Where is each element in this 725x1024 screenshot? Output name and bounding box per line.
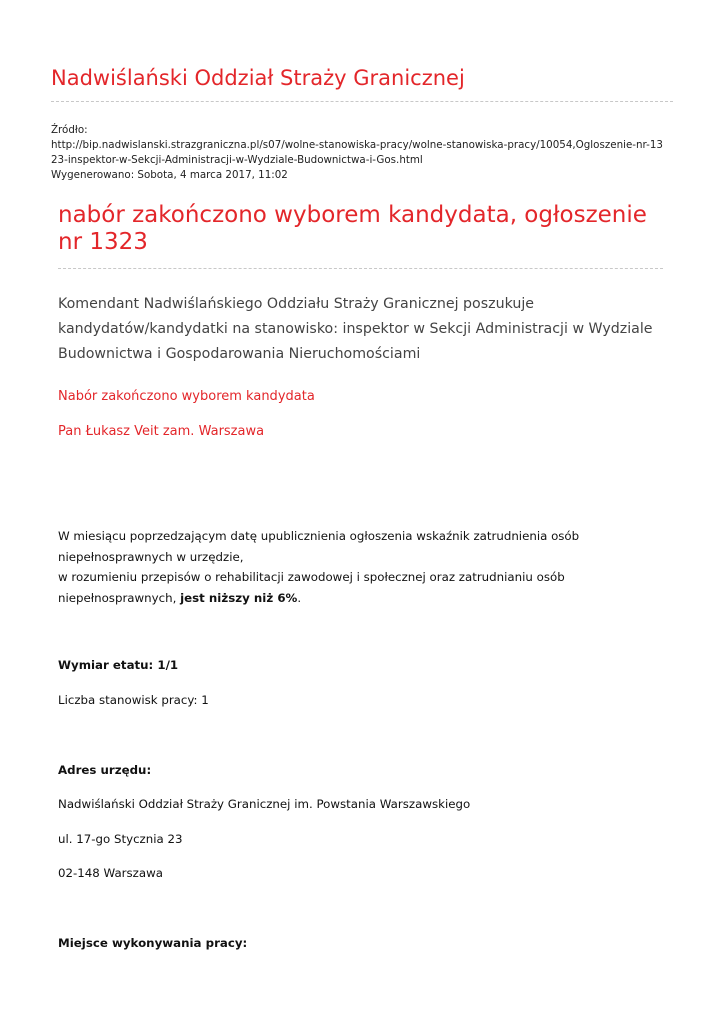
adres-line-1: Nadwiślański Oddział Straży Granicznej im. Powstania Warszawskiego [58,797,471,811]
source-label: Źródło: [51,124,88,136]
lead-line-1: Komendant Nadwiślańskiego Oddziału Straży Granicznej poszukuje [58,296,535,312]
adres-line-2: ul. 17-go Stycznia 23 [58,832,183,846]
employment-line-1: W miesiącu poprzedzającym datę upublicznienia ogłoszenia wskaźnik zatrudnienia osób [58,529,580,543]
generated-timestamp: Wygenerowano: Sobota, 4 marca 2017, 11:02 [51,169,288,181]
employment-line-4-prefix: niepełnosprawnych, [58,590,181,605]
employment-line-4-suffix: . [297,590,302,605]
lead-line-2: kandydatów/kandydatki na stanowisko: inspektor w Sekcji Administracji w Wydziale [58,321,653,337]
source-url-line-2[interactable]: 23-inspektor-w-Sekcji-Administracji-w-Wydziale-Budownictwa-i-Gos.html [51,154,423,166]
header-divider [51,101,673,102]
wymiar-etatu-heading: Wymiar etatu: 1/1 [58,658,179,672]
recruitment-status: Nabór zakończono wyborem kandydata [58,389,315,404]
liczba-stanowisk: Liczba stanowisk pracy: 1 [58,693,209,707]
employment-indicator-paragraph [58,526,678,608]
source-url-line-1[interactable]: http://bip.nadwislanski.strazgraniczna.pl/s07/wolne-stanowiska-pracy/wolne-stanowiska-pracy/10054,Ogloszenie-nr-13 [51,139,663,151]
employment-line-4 [58,588,678,609]
selected-candidate: Pan Łukasz Veit zam. Warszawa [58,424,265,439]
employment-indicator-value: jest niższy niż 6% [180,590,298,605]
title-divider [58,268,663,269]
miejsce-pracy-heading: Miejsce wykonywania pracy: [58,936,248,950]
adres-line-3: 02-148 Warszawa [58,866,163,880]
source-info [51,123,676,183]
employment-line-3: w rozumieniu przepisów o rehabilitacji zawodowej i społecznej oraz zatrudnianiu osób [58,570,565,584]
page-title-line-1: nabór zakończono wyborem kandydata, ogłoszenie [58,202,647,228]
lead-paragraph [58,292,678,367]
page-title-line-2: nr 1323 [58,229,148,255]
employment-line-2: niepełnosprawnych w urzędzie, [58,549,244,564]
page-title [58,202,668,256]
lead-line-3: Budownictwa i Gospodarowania Nieruchomościami [58,346,421,362]
organization-title: Nadwiślański Oddział Straży Granicznej [51,66,465,90]
adres-heading: Adres urzędu: [58,763,152,777]
